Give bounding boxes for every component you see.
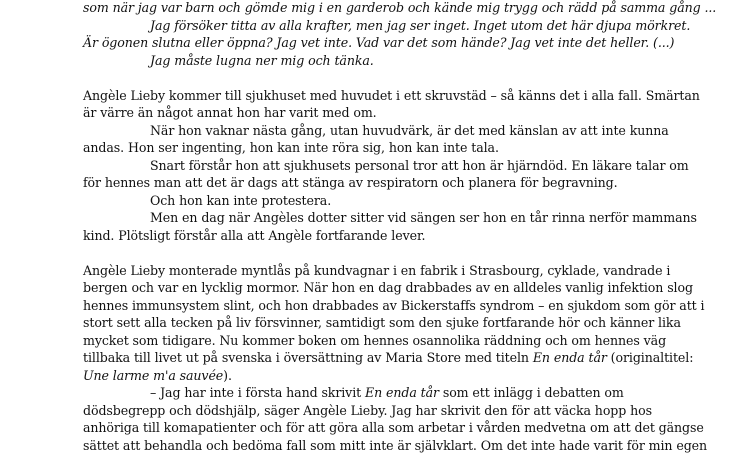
body-line bbox=[83, 349, 693, 367]
body-text: tillbaka till livet ut på svenska i översättning av Maria Store med titeln bbox=[83, 350, 533, 365]
body-text: (originaltitel: bbox=[607, 350, 694, 365]
body-line bbox=[83, 367, 232, 385]
body-line: Angèle Lieby monterade myntlås på kundvagnar i en fabrik i Strasbourg, cyklade, vandrade i bbox=[83, 262, 670, 280]
body-line: kind. Plötsligt förstår alla att Angèle fortfarande lever. bbox=[83, 227, 425, 245]
body-text: som ett inlägg i debatten om bbox=[439, 385, 624, 400]
body-line: När hon vaknar nästa gång, utan huvudvärk, är det med känslan av att inte kunna bbox=[150, 122, 669, 140]
quote-line: Jag försöker titta av alla krafter, men jag ser inget. Inget utom det här djupa mörkret. bbox=[150, 17, 690, 35]
body-line: Men en dag när Angèles dotter sitter vid sängen ser hon en tår rinna nerför mammans bbox=[150, 209, 697, 227]
body-line: hennes immunsystem slint, och hon drabbades av Bickerstaffs syndrom – en sjukdom som gör att i bbox=[83, 297, 704, 315]
body-line: är värre än något annat hon har varit med om. bbox=[83, 104, 377, 122]
body-line: sättet att behandla och bedöma fall som mitt inte är självklart. Om det inte hade varit för min egen bbox=[83, 437, 707, 454]
body-line: stort sett alla tecken på liv försvinner, samtidigt som den sjuke fortfarande hör och känner lika bbox=[83, 314, 681, 332]
book-title: En enda tår bbox=[533, 350, 607, 365]
original-title: Une larme m'a sauvée bbox=[83, 368, 223, 383]
body-line: Angèle Lieby kommer till sjukhuset med huvudet i ett skruvstäd – så känns det i alla fall. Smärtan bbox=[83, 87, 700, 105]
body-text: – Jag har inte i första hand skrivit bbox=[150, 385, 365, 400]
body-line: anhöriga till komapatienter och för att göra alla som arbetar i vården medvetna om att det gängse bbox=[83, 419, 704, 437]
quote-line: som när jag var barn och gömde mig i en garderob och kände mig trygg och rädd på samma gång ... bbox=[83, 0, 716, 17]
body-line: Snart förstår hon att sjukhusets personal tror att hon är hjärndöd. En läkare talar om bbox=[150, 157, 689, 175]
body-line: bergen och var en lycklig mormor. När hon en dag drabbades av en alldeles vanlig infektion slog bbox=[83, 279, 693, 297]
body-line: andas. Hon ser ingenting, hon kan inte röra sig, hon kan inte tala. bbox=[83, 139, 499, 157]
quote-line: Jag måste lugna ner mig och tänka. bbox=[150, 52, 374, 70]
body-text: ). bbox=[223, 368, 232, 383]
quote-line: Är ögonen slutna eller öppna? Jag vet inte. Vad var det som hände? Jag vet inte det heller. (...) bbox=[83, 34, 674, 52]
body-line: dödsbegrepp och dödshjälp, säger Angèle Lieby. Jag har skrivit den för att väcka hopp hos bbox=[83, 402, 652, 420]
body-line: mycket som tidigare. Nu kommer boken om hennes osannolika räddning och om hennes väg bbox=[83, 332, 666, 350]
book-title: En enda tår bbox=[365, 385, 439, 400]
body-line: Och hon kan inte protestera. bbox=[150, 192, 331, 210]
body-line: för hennes man att det är dags att stänga av respiratorn och planera för begravning. bbox=[83, 174, 618, 192]
body-line bbox=[150, 384, 624, 402]
